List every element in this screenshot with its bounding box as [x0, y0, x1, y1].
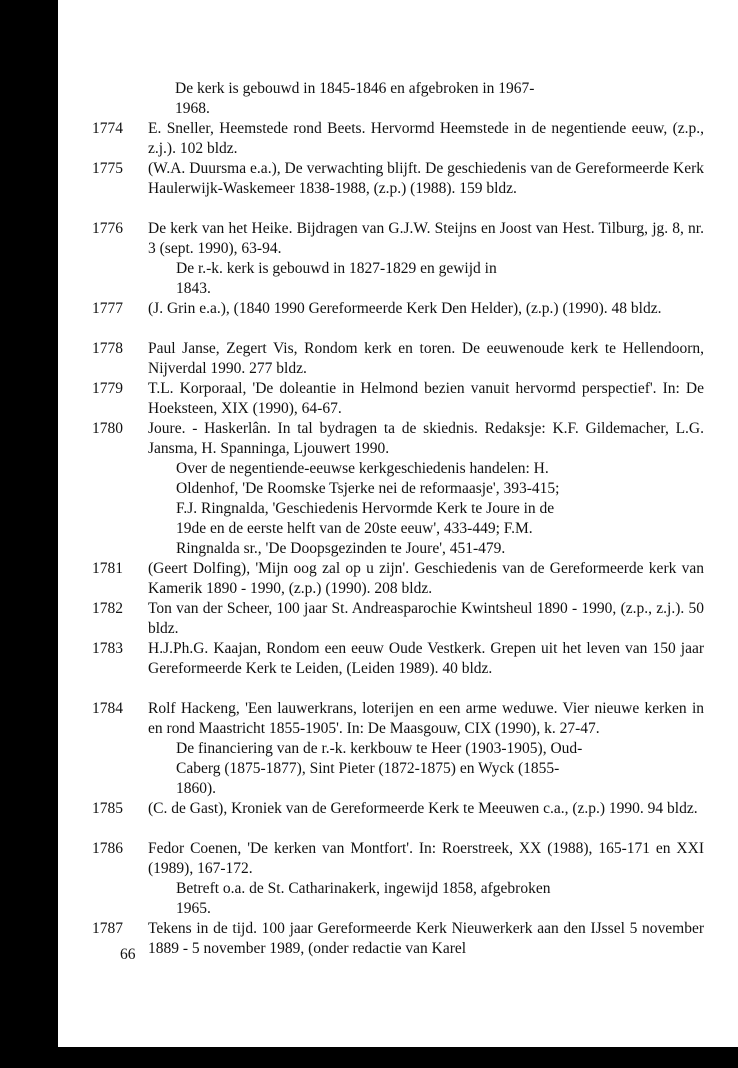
entry-text: Fedor Coenen, 'De kerken van Montfort'. In: Roerstreek, XX (1988), 165-171 en XXI (1989), 167-172. — [148, 840, 704, 877]
continued-note — [175, 79, 575, 119]
bibliography-entry-1779 — [92, 379, 704, 419]
entry-number: 1781 — [92, 560, 123, 577]
bibliography-entry-1775 — [92, 159, 704, 199]
bibliography-entry-1783 — [92, 639, 704, 679]
bibliography-entry-1785 — [92, 799, 704, 819]
entry-text: Tekens in de tijd. 100 jaar Gereformeerde Kerk Nieuwerkerk aan den IJssel 5 november 1889 - 5 november 1989, (onder redactie van Karel — [148, 920, 704, 957]
intro-line-1: De kerk is gebouwd in 1845-1846 en afgebroken in 1967- — [175, 80, 535, 97]
entry-text: De kerk van het Heike. Bijdragen van G.J.W. Steijns en Joost van Hest. Tilburg, jg. 8, nr. 3 (sept. 1990), 63-94. — [148, 220, 704, 257]
entry-note: De financiering van de r.-k. kerkbouw te Heer (1903-1905), Oud-Caberg (1875-1877), Sint Pieter (1872-1875) en Wyck (1855-1860). — [176, 740, 583, 797]
entry-text: Joure. - Haskerlân. In tal bydragen ta de skiednis. Redaksje: K.F. Gildemacher, L.G. Jansma, H. Spanninga, Ljouwert 1990. — [148, 420, 704, 457]
entry-number: 1779 — [92, 380, 123, 397]
bibliography-entry-1786 — [92, 839, 704, 919]
entry-text: Ton van der Scheer, 100 jaar St. Andreasparochie Kwintsheul 1890 - 1990, (z.p., z.j.). 50 bldz. — [148, 600, 704, 637]
scan-border-bottom — [0, 1047, 738, 1068]
entry-number: 1785 — [92, 800, 123, 817]
entry-number: 1777 — [92, 300, 123, 317]
entry-text: (W.A. Duursma e.a.), De verwachting blijft. De geschiedenis van de Gereformeerde Kerk Haulerwijk-Waskemeer 1838-1988, (z.p.) (1988). 159 bldz. — [148, 160, 704, 197]
bibliography-entry-1778 — [92, 339, 704, 379]
bibliography-entry-1782 — [92, 599, 704, 639]
entry-text: E. Sneller, Heemstede rond Beets. Hervormd Heemstede in de negentiende eeuw, (z.p., z.j.). 102 bldz. — [148, 120, 704, 157]
bibliography-entry-1787 — [92, 919, 704, 959]
entry-number: 1784 — [92, 700, 123, 717]
entry-number: 1786 — [92, 840, 123, 857]
entry-number: 1780 — [92, 420, 123, 437]
entry-note: Over de negentiende-eeuwse kerkgeschiedenis handelen: H. Oldenhof, 'De Roomske Tsjerke nei de reformaasje', 393-415; F.J. Ringnalda, 'Geschiedenis Hervormde Kerk te Joure in de 19de en de eerste helft van de 20ste eeuw', 433-449; F.M. Ringnalda sr., 'De Doopsgezinden te Joure', 451-479. — [176, 460, 560, 557]
entry-text: Paul Janse, Zegert Vis, Rondom kerk en toren. De eeuwenoude kerk te Hellendoorn, Nijverdal 1990. 277 bldz. — [148, 340, 704, 377]
entry-text: Rolf Hackeng, 'Een lauwerkrans, loterijen en een arme weduwe. Vier nieuwe kerken in en rond Maastricht 1855-1905'. In: De Maasgouw, CIX (1990), k. 27-47. — [148, 700, 704, 737]
entry-text: H.J.Ph.G. Kaajan, Rondom een eeuw Oude Vestkerk. Grepen uit het leven van 150 jaar Gereformeerde Kerk te Leiden, (Leiden 1989). 40 bldz. — [148, 640, 704, 677]
intro-line-2: 1968. — [175, 100, 210, 117]
entry-number: 1774 — [92, 120, 123, 137]
entry-text: (C. de Gast), Kroniek van de Gereformeerde Kerk te Meeuwen c.a., (z.p.) 1990. 94 bldz. — [148, 800, 698, 817]
bibliography-entry-1784 — [92, 699, 704, 799]
entry-number: 1778 — [92, 340, 123, 357]
document-page — [58, 0, 738, 1047]
bibliography-entry-1774 — [92, 119, 704, 159]
bibliography-entry-1781 — [92, 559, 704, 599]
entry-text: T.L. Korporaal, 'De doleantie in Helmond bezien vanuit hervormd perspectief'. In: De Hoeksteen, XIX (1990), 64-67. — [148, 380, 704, 417]
entry-note: De r.-k. kerk is gebouwd in 1827-1829 en gewijd in 1843. — [176, 260, 497, 297]
entry-number: 1776 — [92, 220, 123, 237]
entry-number: 1787 — [92, 920, 123, 937]
bibliography-entry-1777 — [92, 299, 704, 319]
entry-note: Betreft o.a. de St. Catharinakerk, ingewijd 1858, afgebroken 1965. — [176, 880, 551, 917]
entry-number: 1782 — [92, 600, 123, 617]
entry-text: (Geert Dolfing), 'Mijn oog zal op u zijn'. Geschiedenis van de Gereformeerde kerk van Kamerik 1890 - 1990, (z.p.) (1990). 208 bldz. — [148, 560, 704, 597]
entry-number: 1783 — [92, 640, 123, 657]
bibliography-entry-1780 — [92, 419, 704, 559]
page-number: 66 — [120, 946, 136, 963]
entry-text: (J. Grin e.a.), (1840 1990 Gereformeerde Kerk Den Helder), (z.p.) (1990). 48 bldz. — [148, 300, 662, 317]
entry-number: 1775 — [92, 160, 123, 177]
bibliography-entry-1776 — [92, 219, 704, 299]
scan-border-left — [0, 0, 58, 1068]
